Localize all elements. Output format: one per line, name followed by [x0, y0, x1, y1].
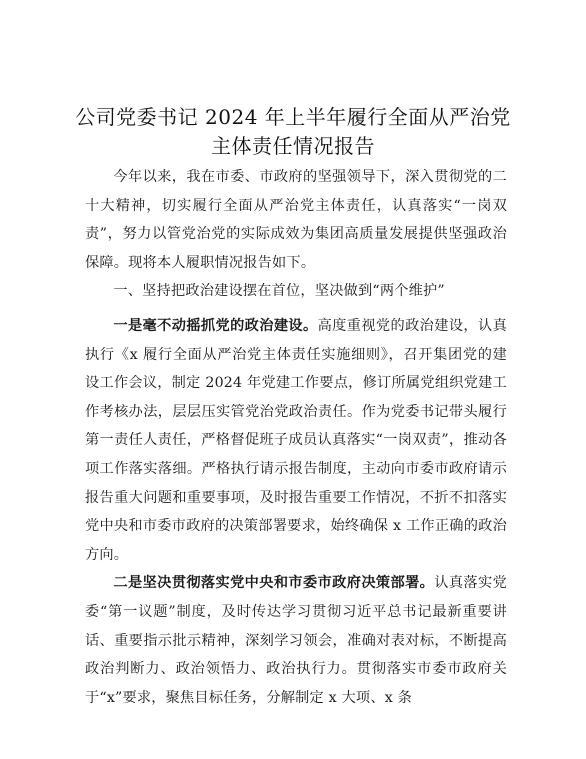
intro-paragraph: 今年以来，我在市委、市政府的坚强领导下，深入贯彻党的二十大精神，切实履行全面从严治党主体责任，认真落实“一岗双责”，努力以管党治党的实际成效为集团高质量发展提供坚强政治保障。现将本人履职情况报告如下。 — [85, 169, 507, 271]
paragraph-political-construction — [85, 312, 507, 569]
paragraph-text: 认真落实党委“第一议题”制度，及时传达学习贯彻习近平总书记最新重要讲话、重要指示批示精神，深刻学习领会，准确对表对标，不断提高政治判断力、政治领悟力、政治执行力。贯彻落实市委市政府关于“x”要求，聚焦目标任务，分解制定 x 大项、x 条 — [85, 575, 507, 706]
document-body — [85, 163, 507, 712]
paragraph-lead: 二是坚决贯彻落实党中央和市委市政府决策部署。 — [113, 575, 435, 592]
title-line-2: 主体责任情况报告 — [211, 134, 375, 158]
paragraph-text: 高度重视党的政治建设，认真执行《x 履行全面从严治党主体责任实施细则》，召开集团党的建设工作会议，制定 2024 年党建工作要点，修订所属党组织党建工作考核办法，层层压实管党治党政治责任。作为党委书记带头履行第一责任人责任，严格督促班子成员认真落实“一岗双责”，推动各项工作落实落细。严格执行请示报告制度，主动向市委市政府请示报告重大问题和重要事项，及时报告重要工作情况，不折不扣落实党中央和市委市政府的决策部署要求，始终确保 x 工作正确的政治方向。 — [85, 317, 507, 563]
paragraph-lead: 一是毫不动摇抓党的政治建设。 — [113, 317, 318, 334]
document-title — [60, 103, 526, 161]
title-line-1: 公司党委书记 2024 年上半年履行全面从严治党 — [75, 105, 511, 129]
paragraph-implement-decisions — [85, 569, 507, 712]
section-heading-1: 一、坚持把政治建设摆在首位，坚决做到“两个维护” — [113, 283, 445, 300]
